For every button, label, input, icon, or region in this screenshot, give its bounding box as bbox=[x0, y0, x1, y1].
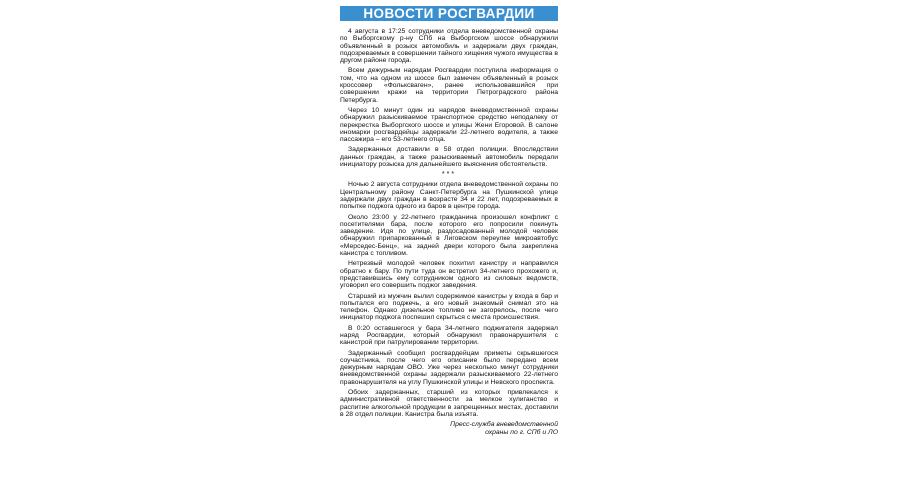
article-paragraph: Задержанных доставили в 58 отдел полиции. Впоследствии данных граждан, а также разыскиваемый автомобиль передали инициатору розыска для дальнейшего выяснения обстоятельств. bbox=[340, 146, 558, 169]
news-article bbox=[340, 6, 558, 436]
article-paragraph: Всем дежурным нарядам Росгвардии поступила информация о том, что на одном из шоссе был замечен объявленный в розыск кроссовер «Фольксваген», ранее использовавшийся при совершении кражи на территории Петроградского района Петербурга. bbox=[340, 67, 558, 104]
press-service-signature bbox=[340, 421, 558, 436]
article-paragraph: Старший из мужчин вылил содержимое канистры у входа в бар и попытался его поджечь, а его новый знакомый снимал это на телефон. Однако дизельное топливо не загорелось, после чего инициатор поджога поспешил скрыться с места происшествия. bbox=[340, 292, 558, 322]
story-separator: *** bbox=[441, 171, 457, 179]
article-paragraph: В 0:20 оставшегося у бара 34-летнего поджигателя задержал наряд Росгвардии, который обнаружил правонарушителя с канистрой при патрулировании территории. bbox=[340, 324, 558, 347]
article-paragraph: Через 10 минут один из нарядов вневедомственной охраны обнаружил разыскиваемое транспортное средство неподалеку от перекрестка Выборгского шоссе и улицы Жени Егоровой. В салоне иномарки росгвардейцы задержали 22-летнего водителя, а также пассажира – его 53-летнего отца. bbox=[340, 106, 558, 144]
article-paragraph: Нетрезвый молодой человек похитил канистру и направился обратно к бару. По пути туда он встретил 34-летнего прохожего и, представившись ему сотрудником одного из силовых ведомств, уговорил его совершить поджог заведения. bbox=[340, 260, 558, 290]
article-paragraph: Ночью 2 августа сотрудники отдела вневедомственной охраны по Центральному району Санкт-Петербурга на Пушкинской улице задержали двух граждан в возрасте 34 и 22 лет, подозреваемых в попытке поджога одного из баров в центре города. bbox=[340, 181, 558, 211]
section-title-banner: НОВОСТИ РОСГВАРДИИ bbox=[340, 6, 558, 21]
signature-line: Пресс-служба вневедомственной bbox=[450, 421, 558, 429]
article-paragraph: Около 23:00 у 22-летнего гражданина произошел конфликт с посетителями бара, после которого его попросили покинуть заведение. Идя по улице, раздосадованный молодой человек обнаружил припаркованный в Лиговском переулке микроавтобус «Мерседес-Бенц», на задней двери которого была закреплена канистра с топливом. bbox=[340, 213, 558, 258]
article-paragraph: Задержанный сообщил росгвардейцам приметы скрывшегося соучастника, после чего его описание было передано всем дежурным нарядам ОВО. Уже через несколько минут сотрудники вневедомственной охраны задержали разыскиваемого 22-летнего правонарушителя на углу Пушкинской улицы и Невского проспекта. bbox=[340, 349, 558, 386]
article-body bbox=[340, 28, 558, 436]
article-paragraph: Обоих задержанных, старший из которых привлекался к административной ответственности за мелкое хулиганство и распитие алкогольной продукции в запрещенных местах, доставили в 28 отдел полиции. Канистра была изъята. bbox=[340, 389, 558, 418]
signature-line: охраны по г. СПб и ЛО bbox=[485, 428, 558, 436]
article-paragraph: 4 августа в 17:25 сотрудники отдела вневедомственной охраны по Выборгскому р-ну СПб на Выборгском шоссе обнаружили объявленный в розыск автомобиль и задержали двух граждан, подозреваемых в совершении тайного хищения чужого имущества в другом районе города. bbox=[340, 28, 558, 65]
